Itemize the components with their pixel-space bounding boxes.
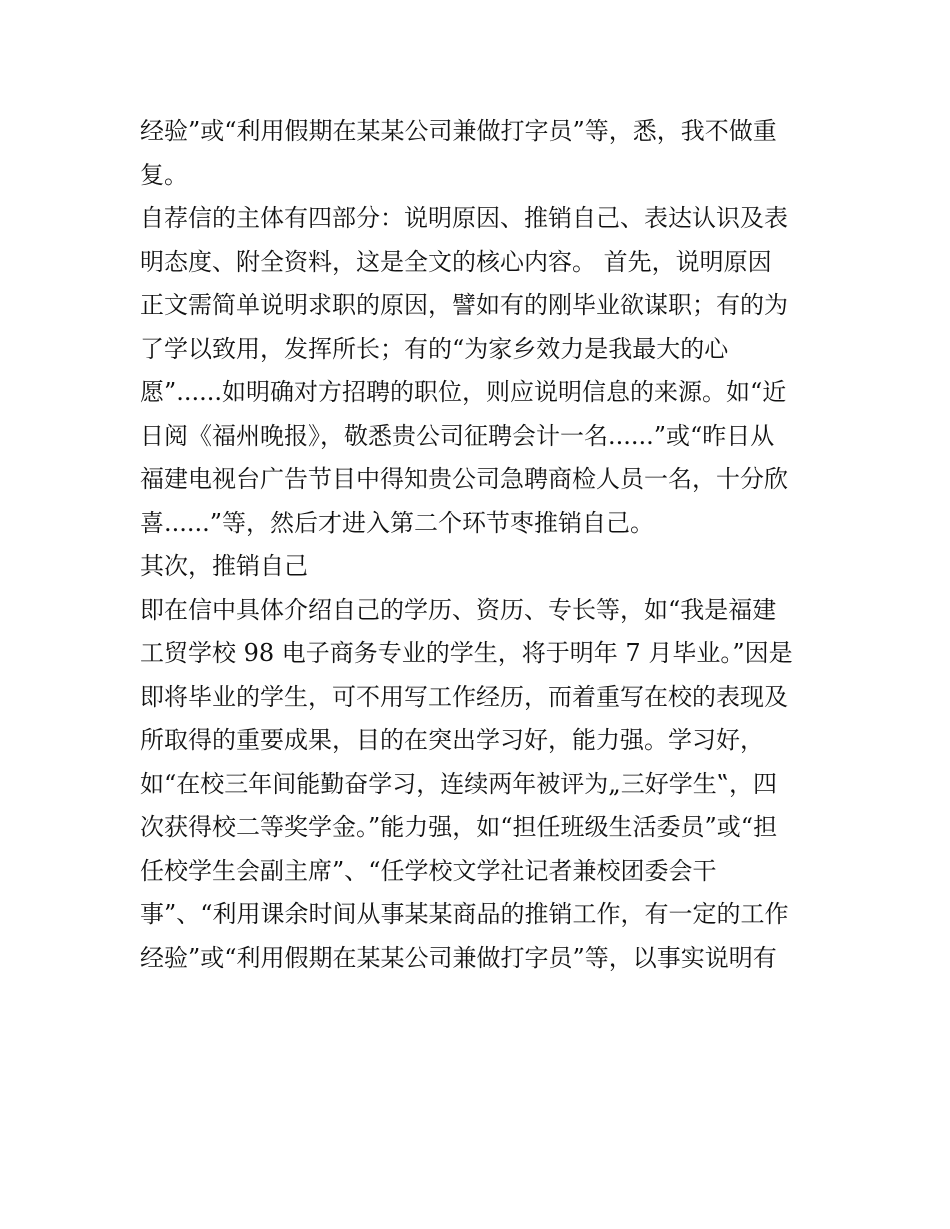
text-line: 即将毕业的学生，可不用写工作经历，而着重写在校的表现及 — [140, 682, 788, 711]
document-body — [140, 110, 820, 980]
text-line: 明态度、附全资料，这是全文的核心内容。 首先，说明原因 — [140, 247, 772, 276]
text-line: 次获得校二等奖学金。”能力强，如“担任班级生活委员”或“担 — [140, 813, 778, 841]
text-line: 经验”或“利用假期在某某公司兼做打字员”等，悉，我不做重 — [140, 117, 777, 145]
text-line: 任校学生会副主席”、“任学校文学社记者兼校团委会干 — [140, 856, 717, 885]
text-line: 愿”......如明确对方招聘的职位，则应说明信息的来源。如“近 — [140, 378, 787, 406]
text-line: 事”、“利用课余时间从事某某商品的推销工作，有一定的工作 — [140, 900, 789, 928]
text-line: 经验”或“利用假期在某某公司兼做打字员”等，以事实说明有 — [140, 943, 777, 972]
text-line: 日阅《福州晚报》，敬悉贵公司征聘会计一名......”或“昨日从 — [140, 421, 775, 450]
text-line: 复。 — [140, 160, 188, 189]
text-line: 喜......”等，然后才进入第二个环节枣推销自己。 — [140, 508, 655, 537]
text-line: 了学以致用，发挥所长；有的“为家乡效力是我最大的心 — [140, 334, 729, 363]
text-line: 所取得的重要成果，目的在突出学习好，能力强。学习好， — [140, 726, 764, 754]
text-line: 福建电视台广告节目中得知贵公司急聘商检人员一名，十分欣 — [140, 465, 788, 493]
text-line: 即在信中具体介绍自己的学历、资历、专长等，如“我是福建 — [140, 595, 777, 624]
section-heading: 其次，推销自己 — [140, 552, 308, 580]
text-line: 正文需简单说明求职的原因，譬如有的刚毕业欲谋职；有的为 — [140, 291, 788, 319]
text-line: 如“在校三年间能勤奋学习，连续两年被评为„三好学生‟，四 — [140, 769, 777, 798]
text-line: 自荐信的主体有四部分：说明原因、推销自己、表达认识及表 — [140, 204, 788, 232]
text-line: 工贸学校 98 电子商务专业的学生，将于明年 7 月毕业。”因是 — [140, 639, 793, 667]
